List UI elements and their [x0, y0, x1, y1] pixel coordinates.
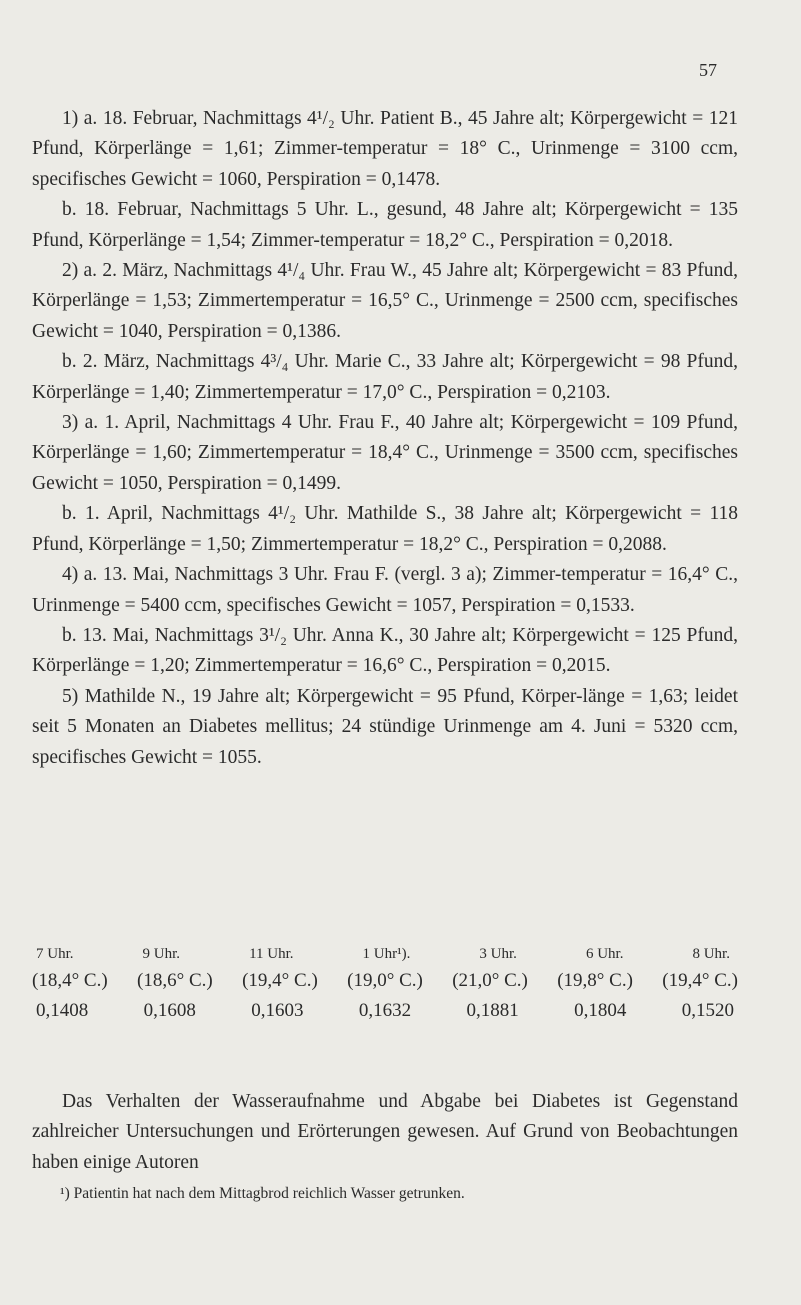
table-cell: (19,0° C.): [347, 970, 423, 991]
paragraph-5: 5) Mathilde N., 19 Jahre alt; Körpergewicht = 95 Pfund, Körper-länge = 1,63; leidet seit 5 Monaten an Diabetes mellitus; 24 stündige Urinmenge am 4. Juni = 5320 ccm, specifisches Gewicht = 1055.: [32, 685, 738, 768]
paragraph-3a: 3) a. 1. April, Nachmittags 4 Uhr. Frau F., 40 Jahre alt; Körpergewicht = 109 Pfund, Körperlänge = 1,60; Zimmertemperatur = 18,4° C., Urinmenge = 3500 ccm, specifisches Gewicht = 1050, Perspiration = 0,1499.: [32, 412, 738, 494]
table-cell: 0,1804: [574, 1000, 627, 1021]
table-cell: 1 Uhr¹).: [362, 946, 411, 962]
paragraph-4b: b. 13. Mai, Nachmittags 3¹/₂ Uhr. Anna K., 30 Jahre alt; Körpergewicht = 125 Pfund, Körperlänge = 1,20; Zimmertemperatur = 16,6° C., Perspiration = 0,2015.: [32, 624, 738, 677]
table-cell: 9 Uhr.: [142, 946, 181, 962]
table-cell: 8 Uhr.: [692, 946, 730, 962]
table-cell: (19,4° C.): [662, 970, 738, 991]
table-cell: 0,1632: [358, 1000, 412, 1021]
table-cell: (18,6° C.): [137, 970, 213, 991]
table-cell: (18,4° C.): [32, 970, 108, 991]
closing-text: [32, 1087, 738, 1178]
paragraph-closing: Das Verhalten der Wasseraufnahme und Abgabe bei Diabetes ist Gegenstand zahlreicher Untersuchungen und Erörterungen gewesen. Auf Grund von Beobachtungen haben einige Autoren: [32, 1091, 738, 1173]
page-number: 57: [699, 60, 717, 80]
table-row-temperatures: [32, 970, 738, 1000]
paragraph-1b: b. 18. Februar, Nachmittags 5 Uhr. L., gesund, 48 Jahre alt; Körpergewicht = 135 Pfund, Körperlänge = 1,54; Zimmer-temperatur = 18,2° C., Perspiration = 0,2018.: [32, 199, 738, 251]
table-cell: 0,1520: [681, 1000, 734, 1021]
table-cell: 3 Uhr.: [479, 946, 517, 962]
table-cell: 0,1603: [251, 1000, 304, 1021]
table-row-hours: [32, 946, 738, 970]
paragraph-3b: b. 1. April, Nachmittags 4¹/₂ Uhr. Mathilde S., 38 Jahre alt; Körpergewicht = 118 Pfund, Körperlänge = 1,50; Zimmertemperatur = 18,2° C., Perspiration = 0,2088.: [32, 503, 738, 555]
paragraph-1a: 1) a. 18. Februar, Nachmittags 4¹/₂ Uhr. Patient B., 45 Jahre alt; Körpergewicht = 121 Pfund, Körperlänge = 1,61; Zimmer-temperatur = 18° C., Urinmenge = 3100 ccm, specifisches Gewicht = 1060, Perspiration = 0,1478.: [32, 108, 738, 190]
table-cell: (19,4° C.): [242, 970, 318, 991]
table-cell: 7 Uhr.: [36, 946, 74, 962]
table-cell: 0,1608: [143, 1000, 196, 1021]
paragraph-2b: b. 2. März, Nachmittags 4³/₄ Uhr. Marie C., 33 Jahre alt; Körpergewicht = 98 Pfund, Körperlänge = 1,40; Zimmertemperatur = 17,0° C., Perspiration = 0,2103.: [32, 351, 738, 403]
table-cell: 11 Uhr.: [249, 946, 294, 962]
table-cell: 0,1408: [36, 1000, 89, 1021]
table-cell: (21,0° C.): [452, 970, 528, 991]
paragraph-2a: 2) a. 2. März, Nachmittags 4¹/₄ Uhr. Frau W., 45 Jahre alt; Körpergewicht = 83 Pfund, Körperlänge = 1,53; Zimmertemperatur = 16,5° C., Urinmenge = 2500 ccm, specifisches Gewicht = 1040, Perspiration = 0,1386.: [32, 260, 738, 342]
table-cell: (19,8° C.): [557, 970, 633, 991]
table-cell: 6 Uhr.: [585, 946, 624, 962]
table-cell: 0,1881: [466, 1000, 519, 1021]
table-row-values: [32, 1000, 738, 1030]
paragraph-4a: 4) a. 13. Mai, Nachmittags 3 Uhr. Frau F. (vergl. 3 a); Zimmer-temperatur = 16,4° C., Urinmenge = 5400 ccm, specifisches Gewicht = 1057, Perspiration = 0,1533.: [32, 564, 738, 616]
footnote: ¹) Patientin hat nach dem Mittagbrod reichlich Wasser getrunken.: [60, 1185, 465, 1202]
perspiration-table: [32, 946, 738, 1030]
main-text: [32, 104, 738, 773]
